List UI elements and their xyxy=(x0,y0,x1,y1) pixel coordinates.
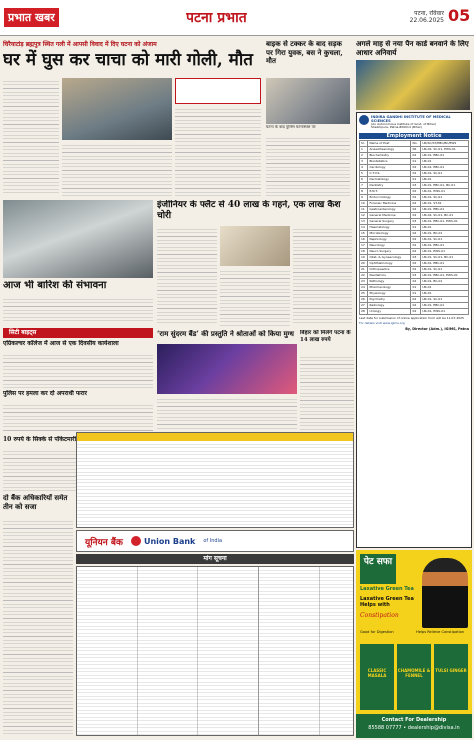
table-cell: Orthopaedics xyxy=(368,266,411,272)
table-cell: 12 xyxy=(360,212,368,218)
table-cell: 10 xyxy=(360,200,368,206)
table-cell: Pathology xyxy=(368,278,411,284)
igims-org: INDIRA GANDHI INSTITUTE OF MEDICAL SCIENCES xyxy=(371,115,451,123)
rain-story xyxy=(3,280,153,294)
union-bank-sub: of India xyxy=(203,538,223,544)
table-cell: UR-01, EBC-01 xyxy=(421,302,469,308)
engineer-body-col2 xyxy=(220,268,290,326)
flood-body xyxy=(300,354,354,430)
table-cell: UR-01 xyxy=(421,176,469,182)
table-cell: 1 xyxy=(360,146,368,152)
tea-tagline2: Constipation xyxy=(360,612,399,619)
flood-story xyxy=(300,330,354,352)
table-cell: 23 xyxy=(360,278,368,284)
brief-4 xyxy=(3,494,73,516)
pack-tulsi: TULSI GINGER xyxy=(434,644,468,710)
table-cell: UR-01 xyxy=(421,224,469,230)
table-cell: 02 xyxy=(411,278,421,284)
table-cell: UR-01, EBC-01 xyxy=(421,206,469,212)
tea-contact[interactable] xyxy=(356,714,472,738)
table-cell: 01 xyxy=(411,224,421,230)
table-cell: UR-02, SC-01, BC-01 xyxy=(421,212,469,218)
table-cell: Anaesthesiology xyxy=(368,146,411,152)
igims-sub: (An Autonomous Institute of Govt. of Bihar) xyxy=(371,122,437,126)
table-cell: 02 xyxy=(411,194,421,200)
col-no: No. xyxy=(411,140,421,146)
table-cell: 03 xyxy=(411,254,421,260)
table-cell: Gastroenterology xyxy=(368,206,411,212)
table-cell: General Surgery xyxy=(368,218,411,224)
union-bank-hindi: यूनियन बैंक xyxy=(85,537,123,548)
section-title: पटना प्रभात xyxy=(186,10,247,26)
lead-body-col1 xyxy=(3,78,59,196)
table-cell: UR-02, SC-01, EWS-01 xyxy=(421,146,469,152)
lead-sidebar-box xyxy=(175,78,261,104)
table-cell: 26 xyxy=(360,296,368,302)
table-cell: 4 xyxy=(360,164,368,170)
table-cell: UR-01, EWS-01 xyxy=(421,308,469,314)
bank-notice-top-body xyxy=(77,441,353,527)
table-cell: UR-01, SC-01 xyxy=(421,236,469,242)
brief-3 xyxy=(3,390,153,400)
table-cell: Pharmacology xyxy=(368,284,411,290)
union-bank-logo-icon xyxy=(131,536,141,546)
table-cell: 8 xyxy=(360,188,368,194)
table-cell: UR-01, BC-01 xyxy=(421,230,469,236)
table-cell: UR-01, BC-01 xyxy=(421,278,469,284)
table-cell: UR-01, SC-01 xyxy=(421,170,469,176)
culture-body xyxy=(157,396,297,430)
city-digest-label: सिटी बाइट्स xyxy=(3,328,153,338)
table-cell: UR-01, SC-01 xyxy=(421,194,469,200)
dateline xyxy=(386,10,444,24)
table-cell: Dermatology xyxy=(368,176,411,182)
table-cell: 24 xyxy=(360,284,368,290)
brief1-headline: एग्रिकल्चर कॉलेज में आज से एक दिवसीय कार्यशाला xyxy=(3,340,119,347)
table-cell: 04 xyxy=(411,212,421,218)
table-cell: Neurology xyxy=(368,242,411,248)
table-cell: 16 xyxy=(360,236,368,242)
aadhaar-photo xyxy=(356,60,470,110)
table-cell: 02 xyxy=(411,260,421,266)
aadhaar-headline: अगले माह से नया पैन कार्ड बनवाने के लिए आधार अनिवार्य xyxy=(356,40,469,57)
bank-notice-top xyxy=(76,432,354,528)
flood-headline: बिहार को मिलेंगे पटना के 14 लाख रुपये xyxy=(300,330,351,343)
table-cell: Physiology xyxy=(368,290,411,296)
igims-header xyxy=(357,113,471,132)
table-cell: Paediatrics xyxy=(368,272,411,278)
table-cell: 01 xyxy=(411,290,421,296)
table-cell: 27 xyxy=(360,302,368,308)
table-cell: 11 xyxy=(360,206,368,212)
date: 22.06.2025 xyxy=(409,17,444,24)
table-cell: 17 xyxy=(360,242,368,248)
engineer-photo xyxy=(220,226,290,266)
tea-tagline: Laxative Green Tea Helps with xyxy=(360,596,414,608)
city-day: पटना, रविवार xyxy=(414,10,444,17)
brief4-body xyxy=(3,518,73,736)
table-cell: 03 xyxy=(411,218,421,224)
page-number: 05 xyxy=(448,6,471,25)
table-cell: 22 xyxy=(360,272,368,278)
igims-title: Employment Notice xyxy=(359,133,469,139)
table-cell: 25 xyxy=(360,290,368,296)
table-cell: 28 xyxy=(360,308,368,314)
col-reservation: UR/SC/ST/EBC/BC/EWS xyxy=(421,140,469,146)
table-cell: 14 xyxy=(360,224,368,230)
table-cell: Biostatistics xyxy=(368,158,411,164)
table-cell: 02 xyxy=(411,308,421,314)
lead-body-col3 xyxy=(175,106,261,196)
table-cell: UR-01, EBC-01 xyxy=(421,260,469,266)
table-cell: UR-01, EBC-01 xyxy=(421,164,469,170)
igims-footer1: Last date for submission of online application form will be 11.07.2025 xyxy=(359,315,464,320)
col-post: Name of Post xyxy=(368,140,411,146)
engineer-body-col1 xyxy=(157,226,217,326)
engineer-headline: इंजीनियर के फ्लैट से 40 लाख के गहने, एक लाख कैश चोरी xyxy=(157,200,341,221)
table-cell: Dentistry xyxy=(368,182,411,188)
table-cell: UR-01, SC-01 xyxy=(421,296,469,302)
lead-headline: घर में घुस कर चाचा को मारी गोली, मौत xyxy=(3,50,253,70)
table-cell: 02 xyxy=(411,206,421,212)
culture-headline: ‘राम सुंदरम बैंड’ की प्रस्तुति ने श्रोताओं को किया मुग्ध xyxy=(157,330,294,338)
table-cell: Psychiatry xyxy=(368,296,411,302)
table-cell: Forensic Medicine xyxy=(368,200,411,206)
table-cell: General Medicine xyxy=(368,212,411,218)
brief3-headline: पुलिस पर हमला कर दो अपराधी फरार xyxy=(3,390,88,397)
contact-label: Contact For Dealership xyxy=(381,717,447,723)
badge-digestion: Good for Digestion xyxy=(360,630,394,634)
table-cell: UR-01, SC-01, BC-01 xyxy=(421,254,469,260)
bank-notice-top-band xyxy=(77,433,353,441)
table-cell: 02 xyxy=(411,236,421,242)
pack-classic: CLASSIC MASALA xyxy=(360,644,394,710)
table-cell: Ophthalmology xyxy=(368,260,411,266)
col-sl: Sl. xyxy=(360,140,368,146)
table-cell: UR-01 xyxy=(421,284,469,290)
igims-table xyxy=(359,140,469,315)
rain-photo xyxy=(3,200,153,278)
bike-headline: बाइक से टक्कर के बाद सड़क पर गिरा युवक, बस ने कुचला, मौत xyxy=(266,40,343,66)
table-cell: 02 xyxy=(411,152,421,158)
bike-body xyxy=(266,135,350,196)
table-cell: Radiology xyxy=(368,302,411,308)
table-cell: 20 xyxy=(360,260,368,266)
table-cell: 01 xyxy=(411,284,421,290)
brief1-body xyxy=(3,352,153,388)
union-bank-banner xyxy=(76,530,354,552)
table-cell: 18 xyxy=(360,248,368,254)
masthead xyxy=(0,0,474,36)
culture-photo xyxy=(157,344,297,394)
table-cell: Endocrinology xyxy=(368,194,411,200)
lead-story-header xyxy=(3,40,261,74)
brand-name: प्रभात खबर xyxy=(4,8,59,27)
table-row xyxy=(360,308,469,314)
table-cell: 02 xyxy=(411,302,421,308)
badge-constipation: Helps Relieve Constipation xyxy=(416,630,465,634)
table-cell: Haematology xyxy=(368,224,411,230)
table-cell: 6 xyxy=(360,176,368,182)
demand-notice-table xyxy=(76,566,354,736)
igims-employment-notice xyxy=(356,112,472,548)
union-bank-name: Union Bank xyxy=(143,536,196,546)
notice-bar: मांग सूचना xyxy=(76,554,354,564)
culture-story xyxy=(157,330,297,342)
table-cell: 19 xyxy=(360,254,368,260)
table-cell: Urology xyxy=(368,308,411,314)
table-cell: 02 xyxy=(411,200,421,206)
table-cell: 02 xyxy=(411,164,421,170)
table-cell: UR-01, EBC-01 xyxy=(421,152,469,158)
rain-headline: आज भी बारिश की संभावना xyxy=(3,280,107,291)
table-cell: Biochemistry xyxy=(368,152,411,158)
brief-1 xyxy=(3,340,153,350)
rain-body xyxy=(3,296,153,324)
table-cell: 7 xyxy=(360,182,368,188)
contact-details[interactable]: 85588 07777 • dealership@divisa.in xyxy=(368,725,460,731)
table-cell: E.N.T. xyxy=(368,188,411,194)
table-cell: UR-01, EBC-01, EWS-01 xyxy=(421,218,469,224)
igims-footer2[interactable]: For details visit www.igims.org xyxy=(359,321,405,326)
table-cell: UR-01, EBC-01 xyxy=(421,242,469,248)
tea-product: Laxative Green Tea xyxy=(360,586,414,592)
table-cell: 13 xyxy=(360,218,368,224)
lead-body-col2 xyxy=(62,142,172,196)
table-cell: Microbiology xyxy=(368,230,411,236)
table-cell: 02 xyxy=(411,296,421,302)
igims-logo-icon xyxy=(359,115,369,125)
table-cell: 3 xyxy=(360,158,368,164)
bike-caption: घटना के बाद पुलिस घटनास्थल पर xyxy=(266,125,316,129)
table-cell: UR-01, EBC-01, EWS-01 xyxy=(421,272,469,278)
igims-signatory: By, Director (Adm.), IGIMS, Patna xyxy=(405,327,469,331)
table-cell: 01 xyxy=(411,176,421,182)
table-cell: Obst. & Gynaecology xyxy=(368,254,411,260)
bike-photo xyxy=(266,78,350,124)
table-cell: UR-01, SC-01 xyxy=(421,266,469,272)
table-cell: 03 xyxy=(411,182,421,188)
igims-address: Sheikhpura, Patna-800014 (Bihar) xyxy=(371,125,423,130)
table-cell: UR-01, EBC-01, BC-01 xyxy=(421,182,469,188)
bike-story xyxy=(266,40,350,76)
table-cell: 02 xyxy=(411,188,421,194)
table-cell: 15 xyxy=(360,230,368,236)
lead-kicker: चिरैयाटांड़ ब्रह्मपुत्र स्थित गली में आपसी विवाद में दिए घटना को अंजाम xyxy=(3,41,157,48)
brief3-body xyxy=(3,402,153,434)
table-cell: 02 xyxy=(411,266,421,272)
pack-chamomile: CHAMOMILE & FENNEL xyxy=(397,644,431,710)
engineer-body-col3 xyxy=(293,226,352,326)
engineer-story xyxy=(157,200,352,228)
table-cell: Cardiology xyxy=(368,164,411,170)
table-cell: 2 xyxy=(360,152,368,158)
brief2-headline: 10 रुपये के सिक्के से पॉकेटमारी xyxy=(3,436,77,443)
demand-notice-body xyxy=(77,567,353,735)
table-cell: UR-01, ST-01 xyxy=(421,200,469,206)
table-cell: Nephrology xyxy=(368,236,411,242)
table-cell: 01 xyxy=(411,158,421,164)
brand-logo[interactable] xyxy=(4,6,68,28)
table-cell: UR-01, EWS-01 xyxy=(421,248,469,254)
union-bank-logo xyxy=(131,536,195,546)
table-cell: Neuro Surgery xyxy=(368,248,411,254)
table-cell: 5 xyxy=(360,170,368,176)
table-cell: 06 xyxy=(411,146,421,152)
table-cell: 02 xyxy=(411,170,421,176)
table-cell: UR-01 xyxy=(421,290,469,296)
lead-photo xyxy=(62,78,172,140)
table-cell: C.T.V.S. xyxy=(368,170,411,176)
tea-ad[interactable] xyxy=(356,550,472,738)
brief4-headline: दो बैंक अधिकारियों समेत तीन को सजा xyxy=(3,494,68,511)
table-cell: 02 xyxy=(411,242,421,248)
table-cell: 02 xyxy=(411,248,421,254)
aadhaar-story xyxy=(356,40,470,60)
table-cell: 9 xyxy=(360,194,368,200)
celebrity-figure xyxy=(422,558,468,628)
table-cell: 03 xyxy=(411,272,421,278)
table-cell: UR-01 xyxy=(421,158,469,164)
table-cell: 21 xyxy=(360,266,368,272)
table-cell: 02 xyxy=(411,230,421,236)
table-cell: UR-01, EWS-01 xyxy=(421,188,469,194)
tea-brand: पेट सफा xyxy=(360,554,396,584)
